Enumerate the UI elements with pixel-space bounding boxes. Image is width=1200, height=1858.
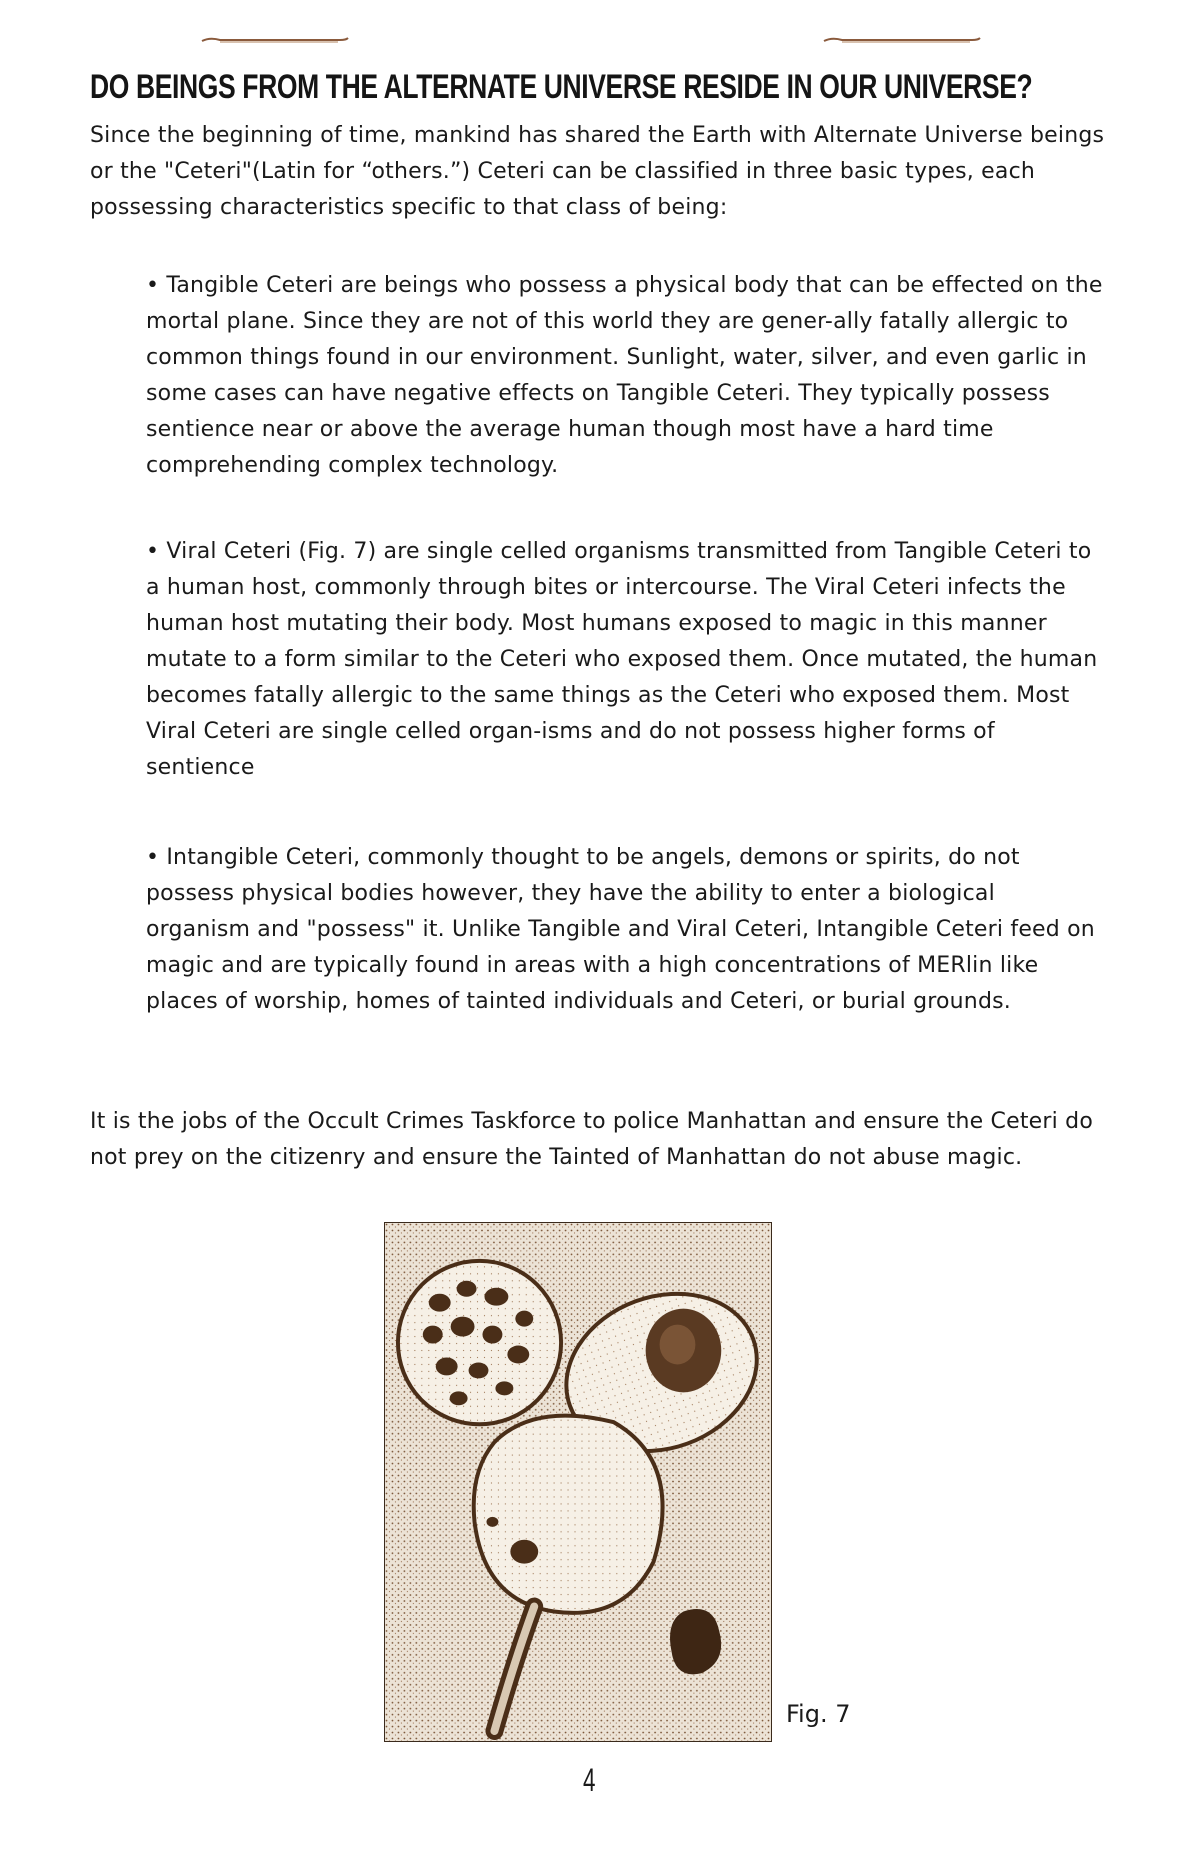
bullet-tangible-ceteri: • Tangible Ceteri are beings who possess a physical body that can be effected on the mortal plane. Since they are not of this world they are gener-ally fatally allergic to common things found in our environment. Sunlight, water, silver, and even garlic in some cases can have negative effects on Tangible Ceteri. They typically possess sentience near or above the average human though most have a hard time comprehending complex technology. (146, 273, 1103, 478)
bullet-viral-ceteri: • Viral Ceteri (Fig. 7) are single celled organisms transmitted from Tangible Ceteri to a human host, commonly through bites or intercourse. The Viral Ceteri infects the human host mutating their body. Most humans exposed to magic in this manner mutate to a form similar to the Ceteri who exposed them. Once mutated, the human becomes fatally allergic to the same things as the Ceteri who exposed them. Most Viral Ceteri are single celled organ-isms and do not possess higher forms of sentience (146, 539, 1098, 780)
closing-paragraph: It is the jobs of the Occult Crimes Taskforce to police Manhattan and ensure the Ceteri do not prey on the citizenry and ensure the Tainted of Manhattan do not abuse magic. (90, 1109, 1093, 1170)
intro-paragraph: Since the beginning of time, mankind has shared the Earth with Alternate Universe beings or the "Ceteri"(Latin for “others.”) Ceteri can be classified in three basic types, each possessing characteristics specific to that class of being: (90, 123, 1105, 220)
figure-caption: Fig. 7 (786, 1700, 851, 1728)
figure-7-illustration (384, 1222, 772, 1742)
page-number: 4 (583, 1762, 596, 1798)
page-heading: DO BEINGS FROM THE ALTERNATE UNIVERSE RESIDE IN OUR UNIVERSE? (90, 68, 1033, 106)
bullet-intangible-ceteri: • Intangible Ceteri, commonly thought to be angels, demons or spirits, do not possess physical bodies however, they have the ability to enter a biological organism and "possess" it. Unlike Tangible and Viral Ceteri, Intangible Ceteri feed on magic and are typically found in areas with a high concentrations of MERlin like places of worship, homes of tainted individuals and Ceteri, or burial grounds. (146, 845, 1095, 1014)
header-ornament-left (200, 36, 350, 46)
header-ornament-right (822, 36, 982, 46)
